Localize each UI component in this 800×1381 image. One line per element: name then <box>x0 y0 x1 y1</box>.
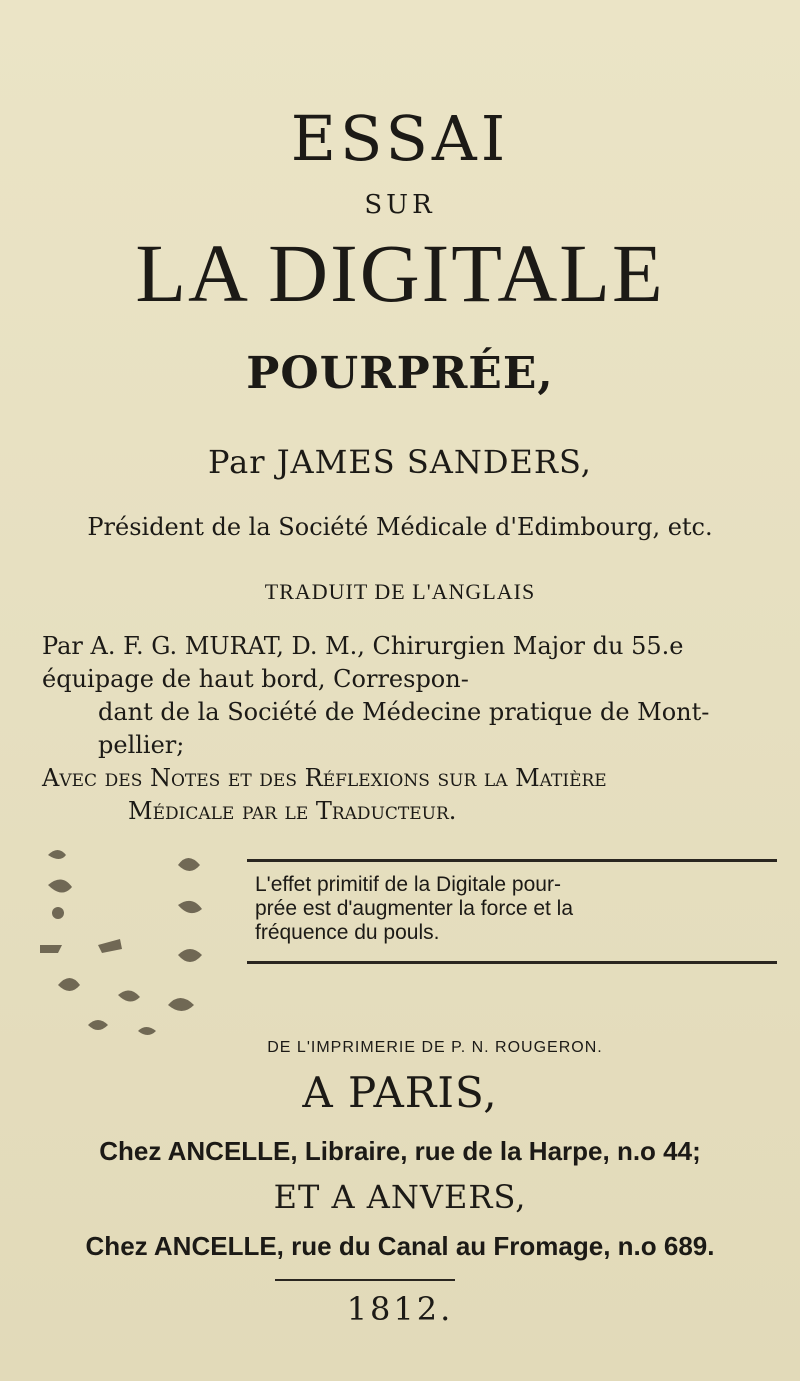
translator-line-3: pellier; <box>98 731 185 759</box>
notes-credit <box>42 762 782 828</box>
notes-line-1: Avec des Notes et des Réflexions sur la Matière <box>42 764 607 792</box>
printer-ornament-icon <box>28 835 238 1045</box>
epigraph-rule-bottom <box>247 961 777 964</box>
epigraph-rule-top <box>247 859 777 862</box>
author-role: Président de la Société Médicale d'Edimbourg, etc. <box>87 513 713 541</box>
paris-address: Chez ANCELLE, Libraire, rue de la Harpe, n.o 44; <box>99 1136 701 1166</box>
sur-word: SUR <box>364 190 436 220</box>
city-paris: A PARIS, <box>302 1068 498 1117</box>
essai-heading: ESSAI <box>290 102 510 175</box>
city-anvers: ET A ANVERS, <box>273 1178 527 1216</box>
main-title: LA DIGITALE <box>135 227 665 319</box>
epigraph-line-3: fréquence du pouls. <box>255 921 440 944</box>
epigraph-line-1: L'effet primitif de la Digitale pour- <box>255 873 561 896</box>
printer-line: DE L'IMPRIMERIE DE P. N. ROUGERON. <box>267 1039 603 1056</box>
notes-line-2: Médicale par le Traducteur. <box>128 797 457 825</box>
subtitle: POURPRÉE, <box>246 348 554 399</box>
epigraph <box>255 873 795 945</box>
author-line: Par JAMES SANDERS, <box>208 443 592 481</box>
epigraph-line-2: prée est d'augmenter la force et la <box>255 897 574 920</box>
anvers-address: Chez ANCELLE, rue du Canal au Fromage, n.o 689. <box>85 1231 715 1261</box>
translator-credit <box>42 630 772 762</box>
translator-line-2: dant de la Société de Médecine pratique de Mont- <box>98 698 710 726</box>
publication-year: 1812. <box>346 1290 454 1328</box>
translated-from: TRADUIT DE L'ANGLAIS <box>264 579 536 604</box>
year-rule <box>275 1279 455 1281</box>
translator-line-1: Par A. F. G. MURAT, D. M., Chirurgien Major du 55.e équipage de haut bord, Correspon- <box>42 632 684 693</box>
